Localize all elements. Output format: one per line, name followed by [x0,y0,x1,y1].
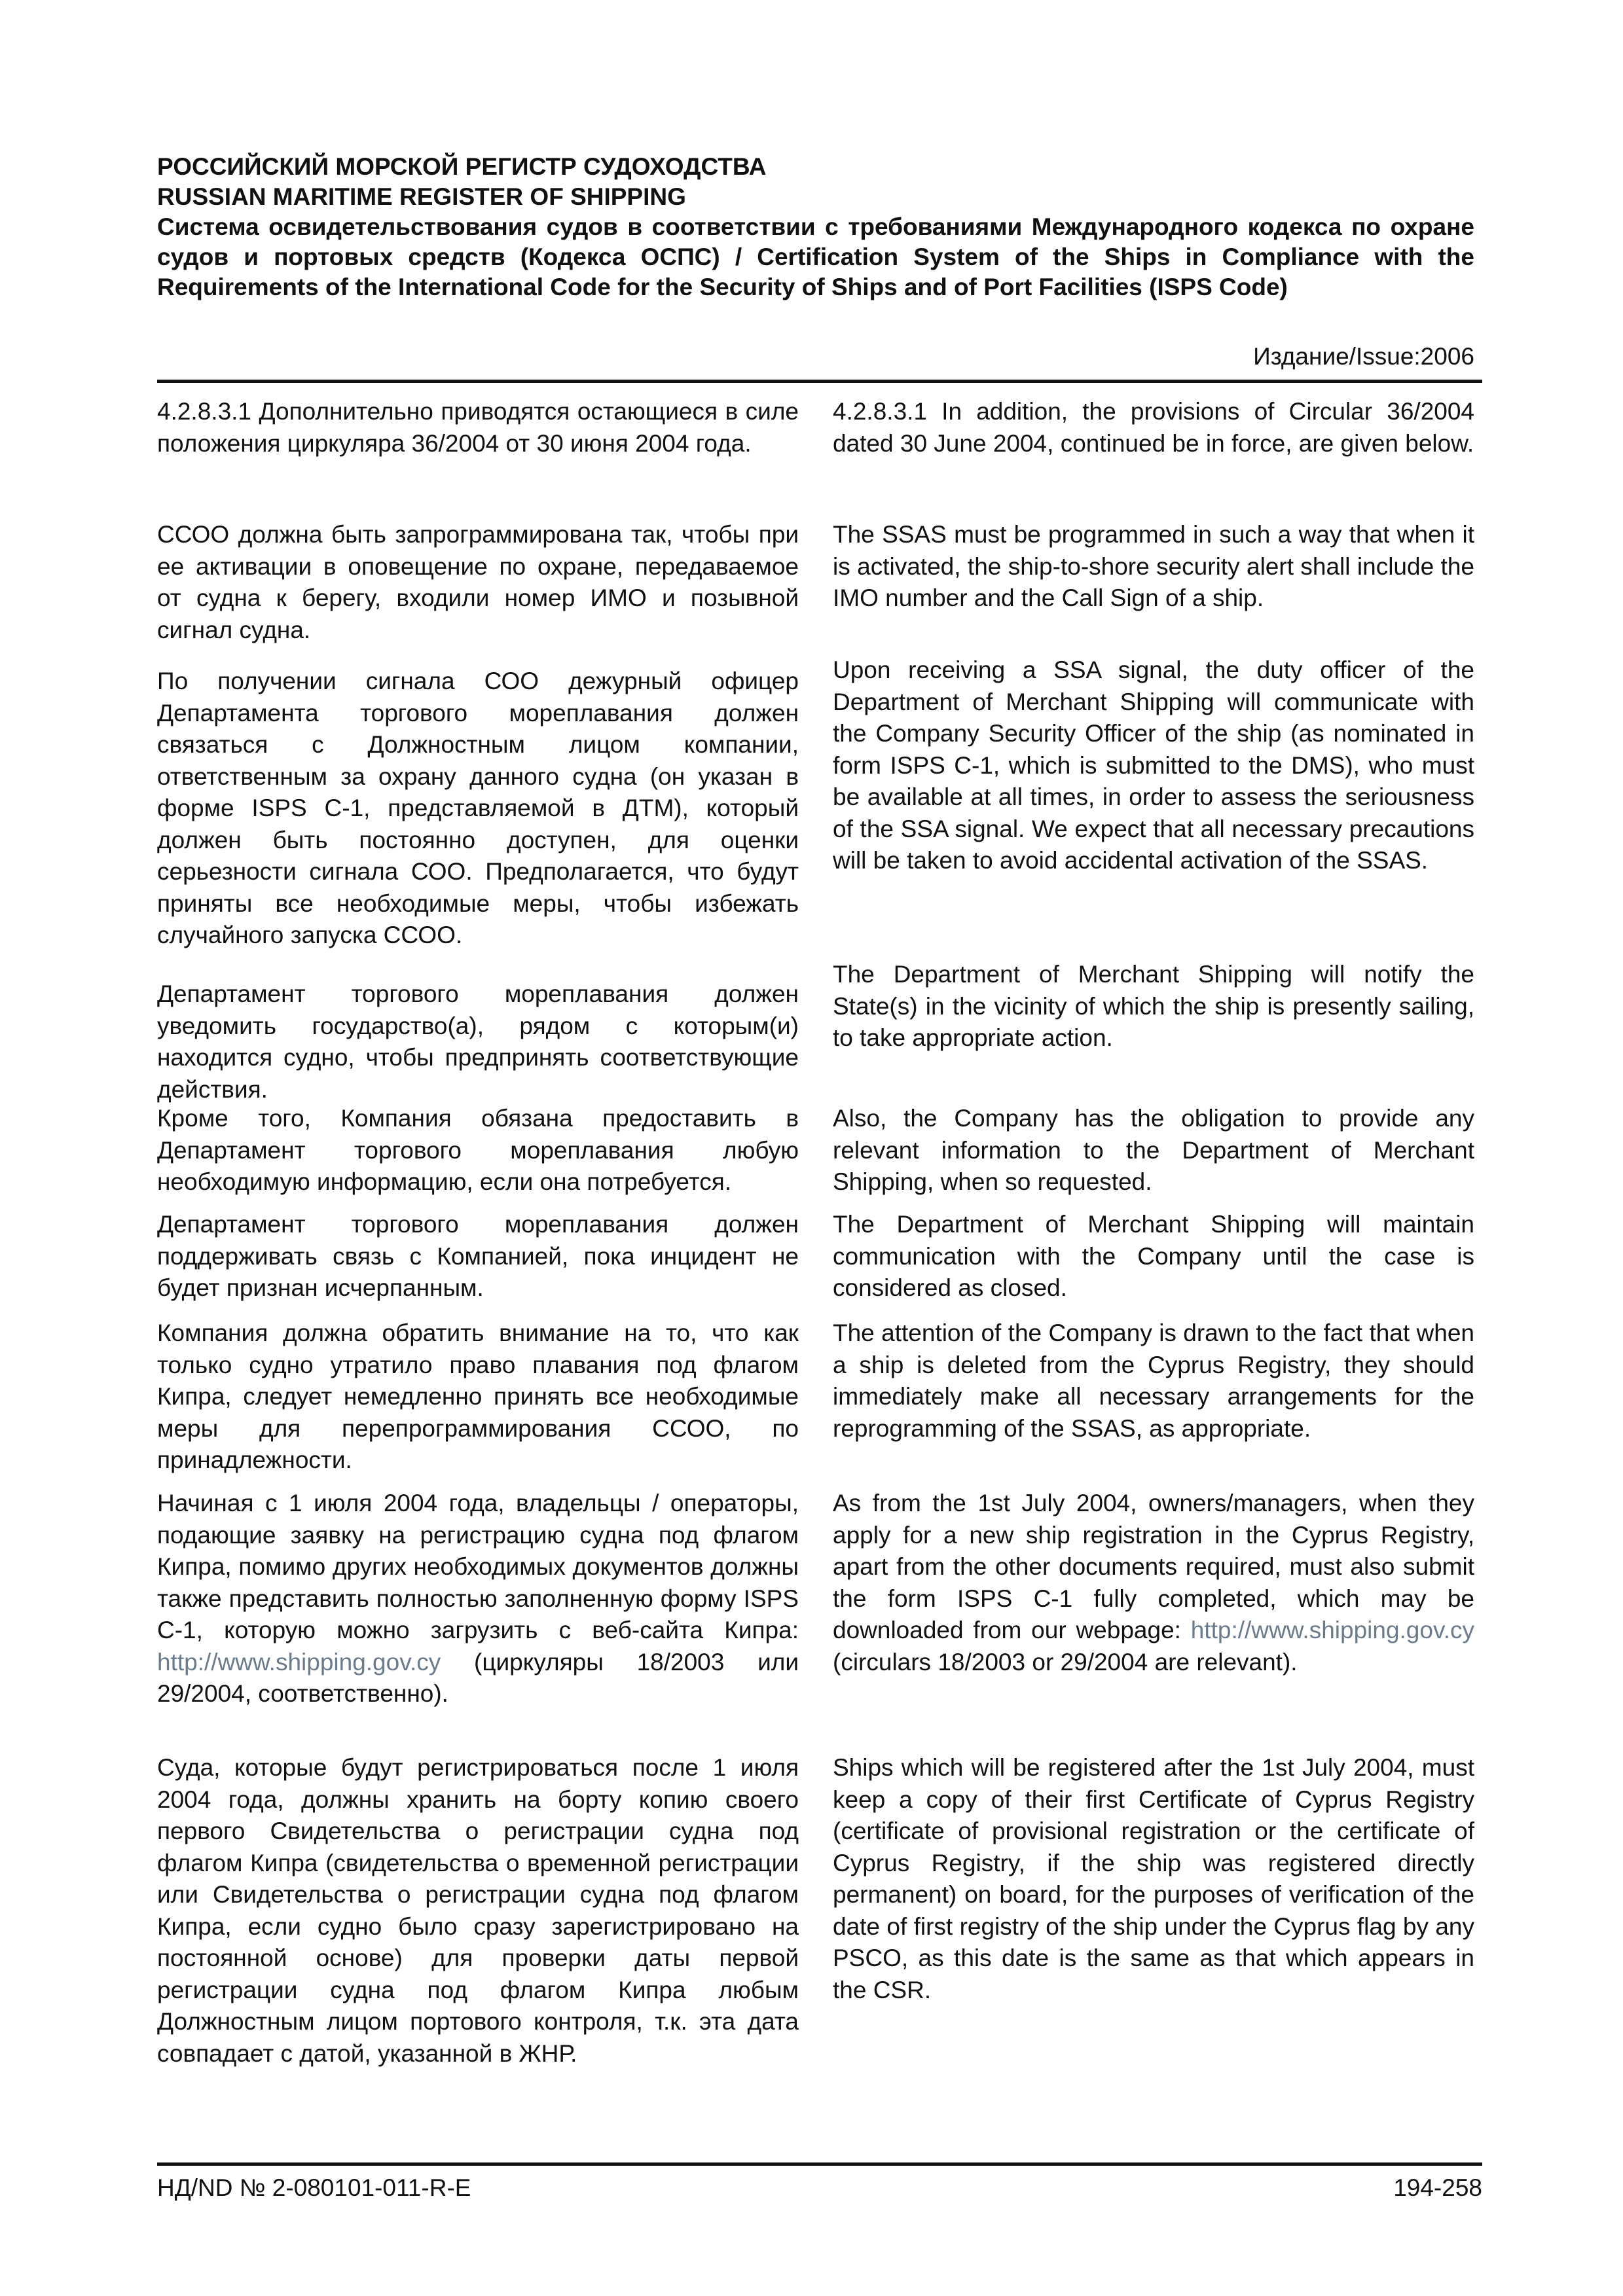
header-rule [157,380,1482,383]
en-paragraph-8 [833,1488,1474,1678]
en-paragraph-9: Ships which will be registered after the 1st July 2004, must keep a copy of their first Certificate of Cyprus Registry (certificate of provisional registration or the certificate of Cyprus Registry, if the ship was registered directly permanent) on board, for the purposes of verification of the date of first registry of the ship under the Cyprus flag by any PSCO, as this date is the same as that which appears in the CSR. [833,1754,1474,2003]
ru-shipping-link[interactable]: http://www.shipping.gov.cy [157,1648,441,1676]
page-header [157,152,1474,370]
register-title-en: RUSSIAN MARITIME REGISTER OF SHIPPING [157,183,686,210]
system-title: Система освидетельствования судов в соответствии с требованиями Международного кодекса по охране судов и портовых средств (Кодекса ОСПС) / Certification System of the Ships in Compliance with the Requirements of the International Code for the Security of Ships and of Port Facilities (ISPS Code) [157,213,1474,300]
ru-paragraph-7: Компания должна обратить внимание на то, что как только судно утратило право плавания под флагом Кипра, следует немедленно принять все необходимые меры для перепрограммирования ССОО, по принадлежности. [157,1319,799,1473]
footer-rule [157,2162,1482,2166]
document-number: НД/ND № 2-080101-011-R-E [157,2174,471,2201]
page-number: 194-258 [1393,2174,1482,2201]
ru-p8-text-a: Начиная с 1 июля 2004 года, владельцы / операторы, подающие заявку на регистрацию судна под флагом Кипра, помимо других необходимых документов должны также представить полностью заполненную форму ISPS C-1, которую можно загрузить с веб-сайта Кипра: [157,1490,799,1643]
en-p8-text-a: As from the 1st July 2004, owners/managers, when they apply for a new ship registration in the Cyprus Registry, apart from the other documents required, must also submit the form ISPS C-1 fully completed, which may be downloaded from our webpage: [833,1490,1474,1643]
ru-paragraph-8 [157,1488,799,1710]
en-paragraph-1: 4.2.8.3.1 In addition, the provisions of Circular 36/2004 dated 30 June 2004, continued be in force, are given below. [833,398,1474,457]
en-paragraph-2: The SSAS must be programmed in such a way that when it is activated, the ship-to-shore security alert shall include the IMO number and the Call Sign of a ship. [833,521,1474,611]
en-paragraph-4: The Department of Merchant Shipping will notify the State(s) in the vicinity of which the ship is presently sailing, to take appropriate action. [833,961,1474,1051]
en-p8-text-b: (circulars 18/2003 or 29/2004 are relevant). [833,1648,1298,1676]
register-title-ru: РОССИЙСКИЙ МОРСКОЙ РЕГИСТР СУДОХОДСТВА [157,153,767,180]
en-shipping-link[interactable]: http://www.shipping.gov.cy [1190,1617,1474,1643]
ru-paragraph-2: ССОО должна быть запрограммирована так, чтобы при ее активации в оповещение по охране, передаваемое от судна к берегу, входили номер ИМО и позывной сигнал судна. [157,521,799,643]
ru-paragraph-9: Суда, которые будут регистрироваться после 1 июля 2004 года, должны хранить на борту копию своего первого Свидетельства о регистрации судна под флагом Кипра (свидетельства о временной регистрации или Свидетельства о регистрации судна под флагом Кипра, если судно было сразу зарегистрировано на постоянной основе) для проверки даты первой регистрации судна под флагом Кипра любым Должностным лицом портового контроля, т.к. эта дата совпадает с датой, указанной в ЖНР. [157,1754,799,2067]
ru-paragraph-1: 4.2.8.3.1 Дополнительно приводятся остающиеся в силе положения циркуляра 36/2004 от 30 июня 2004 года. [157,398,799,457]
ru-paragraph-3: По получении сигнала СОО дежурный офицер Департамента торгового мореплавания должен связаться с Должностным лицом компании, ответственным за охрану данного судна (он указан в форме ISPS C-1, представляемой в ДТМ), который должен быть постоянно доступен, для оценки серьезности сигнала СОО. Предполагается, что будут приняты все необходимые меры, чтобы избежать случайного запуска ССОО. [157,668,799,948]
ru-paragraph-6: Департамент торгового мореплавания должен поддерживать связь с Компанией, пока инцидент не будет признан исчерпанным. [157,1211,799,1301]
ru-paragraph-5: Кроме того, Компания обязана предоставить в Департамент торгового мореплавания любую необходимую информацию, если она потребуется. [157,1105,799,1195]
ru-paragraph-4: Департамент торгового мореплавания должен уведомить государство(а), рядом с которым(и) находится судно, чтобы предпринять соответствующие действия. [157,980,799,1103]
en-paragraph-5: Also, the Company has the obligation to provide any relevant information to the Department of Merchant Shipping, when so requested. [833,1105,1474,1195]
en-paragraph-3: Upon receiving a SSA signal, the duty officer of the Department of Merchant Shipping will communicate with the Company Security Officer of the ship (as nominated in form ISPS C-1, which is submitted to the DMS), who must be available at all times, in order to assess the seriousness of the SSA signal. We expect that all necessary precautions will be taken to avoid accidental activation of the SSAS. [833,656,1474,874]
en-paragraph-6: The Department of Merchant Shipping will maintain communication with the Company until the case is considered as closed. [833,1211,1474,1301]
en-paragraph-7: The attention of the Company is drawn to the fact that when a ship is deleted from the Cyprus Registry, they should immediately make all necessary arrangements for the reprogramming of the SSAS, as appropriate. [833,1319,1474,1442]
ru-p8-text-b: (циркуляры 18/2003 или 29/2004, соответственно). [157,1648,799,1707]
issue-label: Издание/Issue:2006 [1253,343,1474,370]
